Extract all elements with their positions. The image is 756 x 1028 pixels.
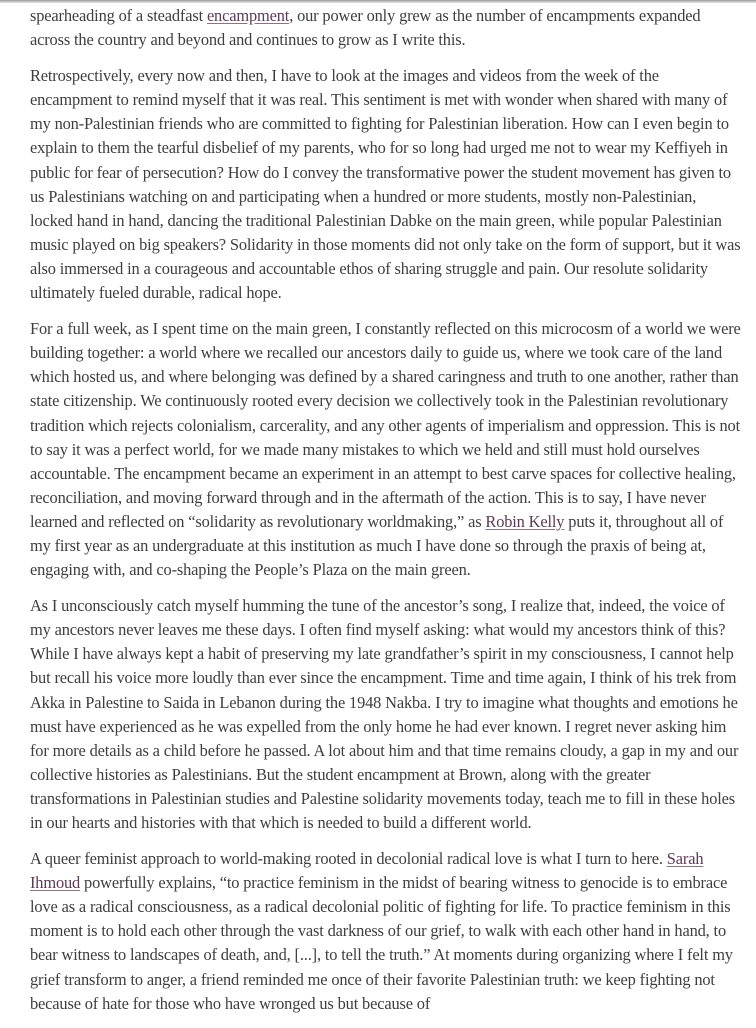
robin-kelly-link[interactable]: Robin Kelly [485,511,565,531]
text-segment: puts it, throughout all of my first year as an undergraduate at this institution as much I have done so through the praxis of being at, engaging with, and co-shaping the People’s Plaza on the main green. [30,511,724,580]
sarah-ihmoud-link[interactable]: Sarah Ihmoud [30,849,704,893]
paragraph [30,4,742,52]
paragraph [30,64,742,305]
paragraph [30,594,742,835]
text-segment: Retrospectively, every now and then, I have to look at the images and videos from the week of the encampment to remind myself that it was real. This sentiment is met with wonder when shared with many of my non-Palestinian friends who are committed to fighting for Palestinian liberation. How can I even begin to explain to them the tearful disbelief of my parents, who for so long had urged me not to wear my Keffiyeh in public for fear of persecution? How do I convey the transformative power the student movement has given to us Palestinians watching on and participating when a hundred or more students, mostly non-Palestinian, locked hand in hand, dancing the traditional Palestinian Dabke on the main green, while popular Palestinian music played on big speakers? Solidarity in those moments did not only take on the form of support, but it was also immersed in a courageous and accountable ethos of sharing struggle and pain. Our resolute solidarity ultimately fueled durable, radical hope. [30,66,741,303]
text-segment: spearheading of a steadfast [30,6,207,25]
text-segment: , our power only grew as the number of encampments expanded across the country and beyond and continues to grow as I write this. [30,6,701,50]
paragraph [30,317,742,582]
text-segment: As I unconsciously catch myself humming the tune of the ancestor’s song, I realize that, indeed, the voice of my ancestors never leaves me these days. I often find myself asking: what would my ancestors think of this? While I have always kept a habit of preserving my late grandfather’s spirit in my consciousness, I cannot help but recall his voice more loudly than ever since the encampment. Time and time again, I think of his trek from Akka in Palestine to Saida in Lebanon during the 1948 Nakba. I try to imagine what thoughts and emotions he must have experienced as he was expelled from the only home he had ever known. I regret never asking him for more details as a child before he passed. A lot about him and that time remains cloudy, a gap in my and our collective histories as Palestinians. But the student encampment at Brown, along with the greater transformations in Palestinian studies and Palestine solidarity movements today, teach me to fill in these holes in our hearts and histories with that which is needed to build a different world. [30,596,739,832]
text-segment: A queer feminist approach to world-making rooted in decolonial radical love is what I turn to here. [30,849,667,869]
text-segment: For a full week, as I spent time on the main green, I constantly reflected on this microcosm of a world we were building together: a world where we recalled our ancestors daily to guide us, where we took care of the land which hosted us, and where belonging was defined by a shared caringness and truth to one another, rather than state citizenship. We continuously rooted every decision we collectively took in the Palestinian revolutionary tradition which rejects colonialism, carcerality, and any other agents of imperialism and oppression. This is not to say it was a perfect world, for we made many mistakes to which we held and still must hold ourselves accountable. The encampment became an experiment in an attempt to best carve spaces for collective healing, reconciliation, and moving forward through and in the aftermath of the action. This is to say, I have never learned and reflected on “solidarity as revolutionary worldmaking,” as [30,319,741,531]
encampment-link[interactable]: encampment [206,6,290,25]
page-top-edge [0,0,756,3]
text-segment: powerfully explains, “to practice feminism in the midst of bearing witness to genocide is to embrace love as a radical consciousness, as a radical decolonial politic of fighting for life. To practice feminism in this moment is to hold each other through the vast darkness of our grief, to walk with each other hand in hand, to bear witness to landscapes of death, and, [...], to tell the truth.” At moments during organizing where I felt my grief transform to anger, a friend reminded me once of their favorite Palestinian truth: we keep fighting not because of hate for those who have wronged us but because of [30,873,733,1013]
paragraph [30,847,742,1016]
article-body [30,4,742,1028]
